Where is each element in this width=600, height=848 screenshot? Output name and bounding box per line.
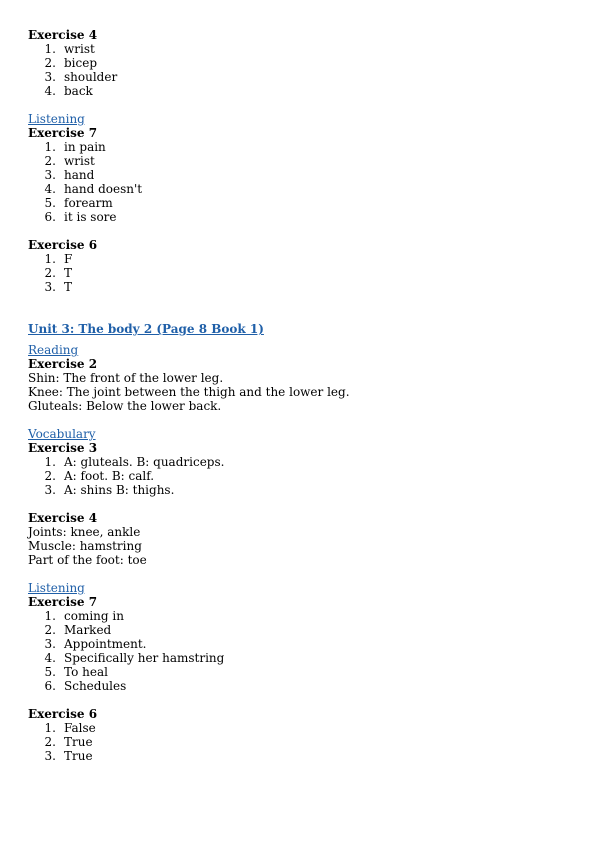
exercise-6-heading: Exercise 6: [28, 238, 98, 252]
unit-3-title-link[interactable]: Unit 3: The body 2 (Page 8 Book 1): [28, 322, 264, 336]
listening-link[interactable]: Listening: [28, 112, 85, 126]
listening-exercise-6-list: [28, 721, 588, 763]
vocabulary-exercise-4-heading: Exercise 4: [28, 511, 98, 525]
answer-line: Gluteals: Below the lower back.: [28, 399, 222, 413]
list-item: 2. A: foot. B: calf.: [44, 469, 155, 483]
vocabulary-link[interactable]: Vocabulary: [28, 427, 96, 441]
list-item: 1. wrist: [44, 42, 95, 56]
answer-line: Knee: The joint between the thigh and the lower leg.: [28, 385, 350, 399]
listening-exercise-6-heading: Exercise 6: [28, 707, 98, 721]
answer-line: Part of the foot: toe: [28, 553, 147, 567]
listening-exercise-7-heading: Exercise 7: [28, 595, 98, 609]
list-item: 2. T: [44, 266, 73, 280]
list-item: 3. shoulder: [44, 70, 118, 84]
list-item: 1. A: gluteals. B: quadriceps.: [44, 455, 225, 469]
list-item: 1. F: [44, 252, 73, 266]
list-item: 2. bicep: [44, 56, 98, 70]
list-item: 1. False: [44, 721, 96, 735]
list-item: 1. coming in: [44, 609, 124, 623]
reading-link[interactable]: Reading: [28, 343, 79, 357]
answer-line: Joints: knee, ankle: [28, 525, 141, 539]
exercise-6-list: [28, 252, 588, 294]
reading-exercise-2-heading: Exercise 2: [28, 357, 98, 371]
document-page: [28, 28, 588, 763]
list-item: 2. wrist: [44, 154, 95, 168]
list-item: 3. True: [44, 749, 93, 763]
exercise-4-heading: Exercise 4: [28, 28, 98, 42]
list-item: 4. hand doesn't: [44, 182, 143, 196]
list-item: 3. T: [44, 280, 73, 294]
list-item: 3. A: shins B: thighs.: [44, 483, 175, 497]
answer-line: Shin: The front of the lower leg.: [28, 371, 224, 385]
list-item: 1. in pain: [44, 140, 106, 154]
list-item: 6. it is sore: [44, 210, 117, 224]
list-item: 4. Specifically her hamstring: [44, 651, 225, 665]
vocabulary-exercise-3-list: [28, 455, 588, 497]
answer-line: Muscle: hamstring: [28, 539, 142, 553]
list-item: 3. Appointment.: [44, 637, 147, 651]
list-item: 2. True: [44, 735, 93, 749]
unit-3-listening-link[interactable]: Listening: [28, 581, 85, 595]
list-item: 2. Marked: [44, 623, 112, 637]
list-item: 6. Schedules: [44, 679, 127, 693]
exercise-4-list: [28, 42, 588, 98]
vocabulary-exercise-3-heading: Exercise 3: [28, 441, 98, 455]
list-item: 4. back: [44, 84, 93, 98]
exercise-7-heading: Exercise 7: [28, 126, 98, 140]
list-item: 3. hand: [44, 168, 95, 182]
exercise-7-list: [28, 140, 588, 224]
listening-exercise-7-list: [28, 609, 588, 693]
list-item: 5. To heal: [44, 665, 108, 679]
list-item: 5. forearm: [44, 196, 113, 210]
